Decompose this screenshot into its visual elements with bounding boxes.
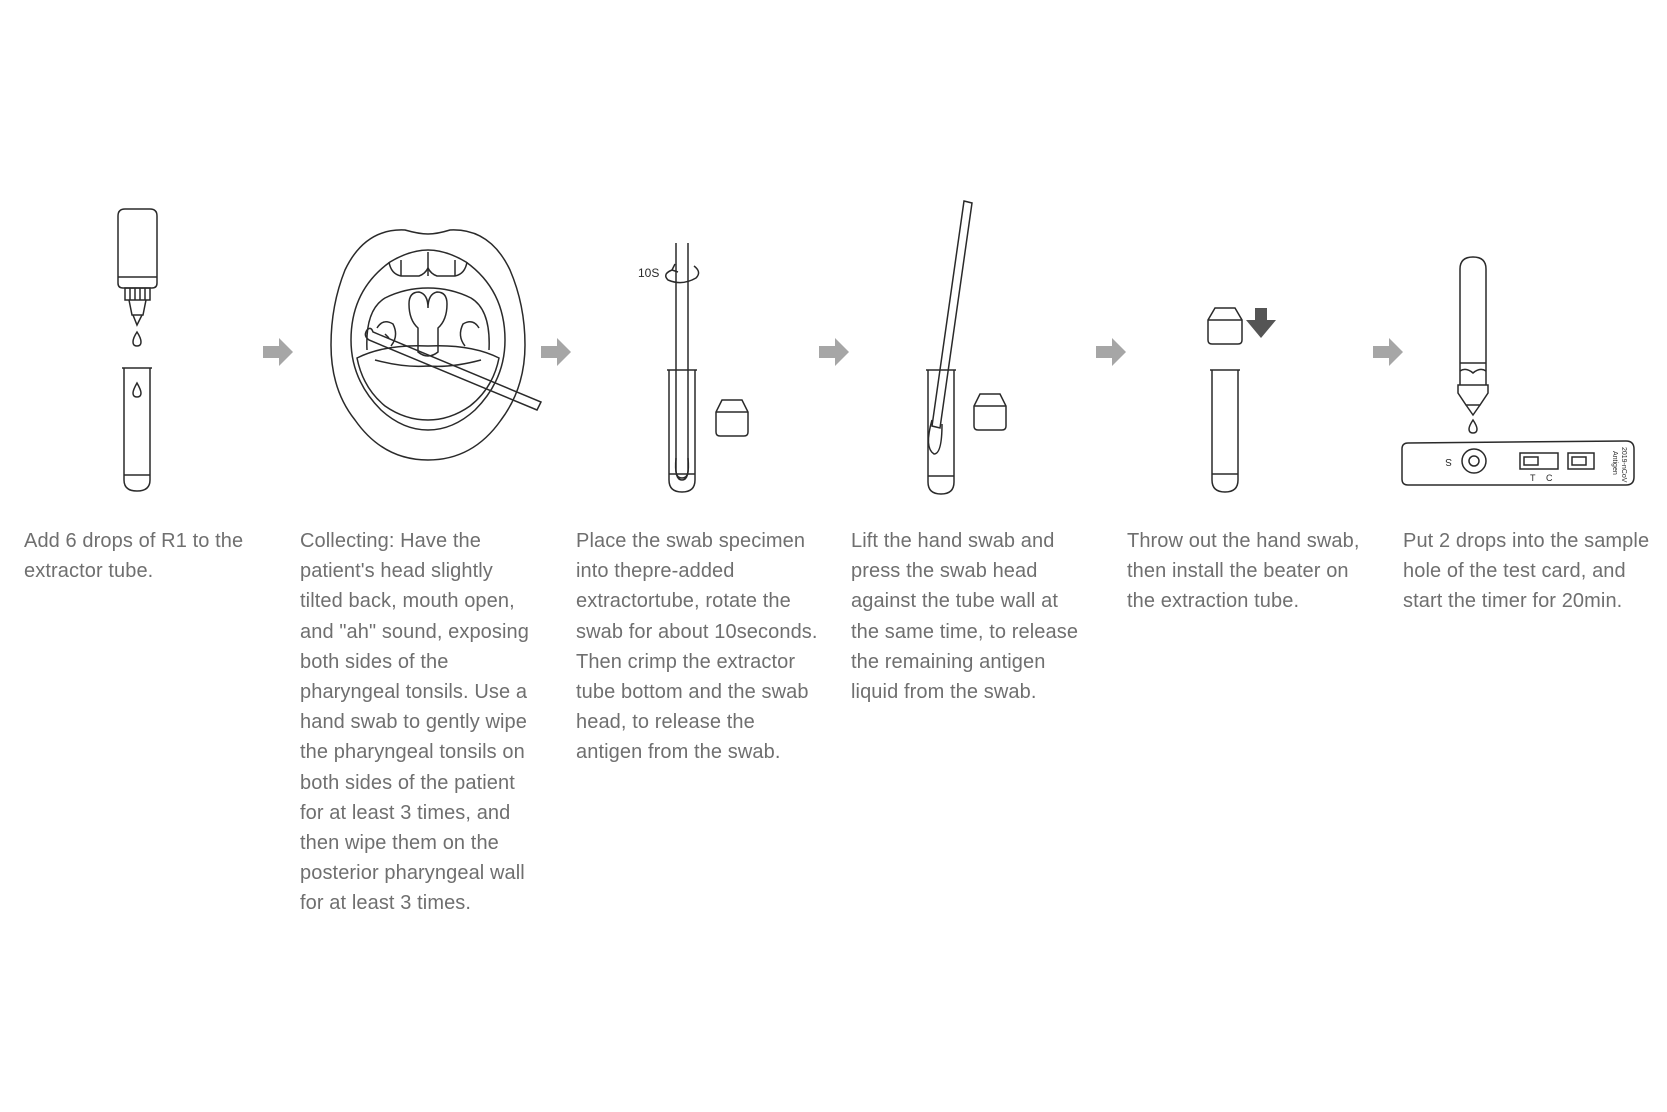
step1-illustration [105, 205, 175, 495]
card-control-label: C [1546, 473, 1553, 483]
step3-illustration [638, 240, 758, 495]
tonsil-right [460, 322, 479, 346]
card-sample-label: S [1445, 456, 1452, 467]
sample-hole [1462, 449, 1486, 473]
result-window [1520, 453, 1558, 469]
swab-stick [932, 201, 972, 428]
inner-mouth [351, 250, 505, 430]
drop-icon [1469, 420, 1477, 433]
tongue [357, 346, 499, 420]
arrow-icon [1096, 338, 1128, 366]
tube-cap [1208, 308, 1242, 344]
step5-description: Throw out the hand swab, then install the beater on the extraction tube. [1127, 530, 1360, 613]
swab-head [676, 458, 689, 480]
rotate-icon [666, 266, 699, 283]
swab-stick [676, 243, 688, 478]
tonsil-left [377, 322, 396, 346]
test-card [1402, 441, 1634, 485]
step6-description: Put 2 drops into the sample hole of the test card, and start the timer for 20min. [1403, 530, 1650, 613]
drop-icon [133, 332, 141, 346]
dropper-cap [1458, 385, 1488, 405]
step1-description: Add 6 drops of R1 to the extractor tube. [24, 530, 244, 583]
step6-illustration [1400, 255, 1640, 483]
tube-cap [716, 400, 748, 436]
step2-description: Collecting: Have the patient's head slightly tilted back, mouth open, and "ah" sound, exposing both sides of the pharyngeal tonsils. Use a hand swab to gently wipe the pharyngeal tonsils on both sides of the patient for at least 3 times, and then wipe them on the posterior pharyngeal wall for at least 3 times. [300, 530, 529, 915]
down-arrow-icon [1246, 308, 1276, 338]
dropper-neck [125, 288, 150, 300]
card-brand-line1: 2019-nCoV [1620, 447, 1627, 483]
drop-icon [133, 383, 141, 397]
throat [367, 288, 489, 350]
rotate-time-label: 10S [638, 266, 660, 280]
dropper-bottle [118, 209, 157, 288]
extractor-tube [124, 368, 150, 491]
step4-illustration [920, 198, 1020, 498]
step4-description: Lift the hand swab and press the swab head against the tube wall at the same time, to release the remaining antigen liquid from the swab. [851, 530, 1079, 704]
step5-illustration [1205, 300, 1305, 495]
arrow-icon [541, 338, 573, 366]
inverted-tube [1460, 257, 1486, 385]
card-brand-line2: Antigen [1611, 451, 1618, 475]
step3-description: Place the swab specimen into thepre-added extractortube, rotate the swab for about 10seconds. Then crimp the extractor tube bottom and the swab head, to release the antigen from the swab. [576, 530, 818, 764]
dropper-tip [133, 315, 142, 325]
step2-illustration [325, 220, 540, 465]
card-test-label: T [1530, 473, 1536, 483]
arrow-icon [263, 338, 295, 366]
arrow-icon [819, 338, 851, 366]
tube-cap [974, 394, 1006, 430]
